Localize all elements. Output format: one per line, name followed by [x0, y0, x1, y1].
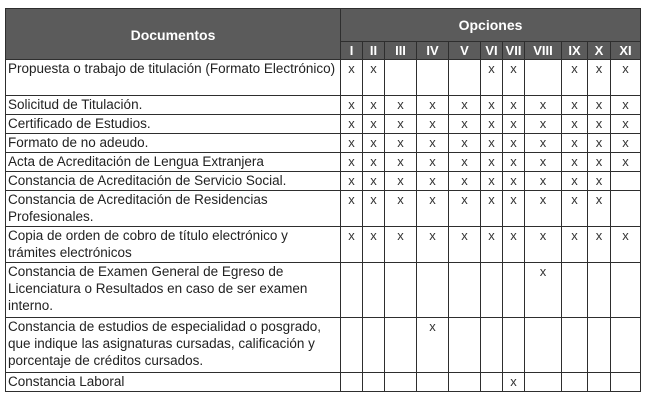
option-mark-cell: x: [525, 191, 562, 227]
option-mark-cell: [525, 60, 562, 96]
document-name-cell: Constancia Laboral: [6, 373, 341, 392]
option-mark-cell: x: [503, 96, 525, 115]
option-mark-cell: [611, 263, 641, 318]
option-mark-cell: x: [481, 172, 503, 191]
option-mark-cell: x: [588, 96, 611, 115]
option-mark-cell: [363, 318, 385, 373]
document-name-cell: Constancia de Acreditación de Residencias Profesionales.: [6, 191, 341, 227]
option-mark-cell: x: [481, 115, 503, 134]
option-mark-cell: x: [385, 96, 417, 115]
header-row-top: [6, 9, 641, 42]
table-row: [6, 227, 641, 263]
option-mark-cell: x: [503, 134, 525, 153]
option-mark-cell: [611, 318, 641, 373]
option-mark-cell: x: [611, 115, 641, 134]
option-mark-cell: x: [503, 115, 525, 134]
option-mark-cell: x: [341, 191, 363, 227]
option-mark-cell: x: [449, 172, 481, 191]
option-mark-cell: x: [481, 191, 503, 227]
option-mark-cell: x: [417, 153, 449, 172]
option-mark-cell: x: [363, 153, 385, 172]
option-mark-cell: x: [363, 96, 385, 115]
option-mark-cell: [449, 373, 481, 392]
option-mark-cell: [449, 60, 481, 96]
option-mark-cell: [385, 373, 417, 392]
option-mark-cell: [449, 263, 481, 318]
option-mark-cell: x: [385, 172, 417, 191]
option-mark-cell: x: [525, 172, 562, 191]
option-mark-cell: [611, 191, 641, 227]
option-mark-cell: [562, 318, 588, 373]
document-name-cell: Copia de orden de cobro de título electrónico y trámites electrónicos: [6, 227, 341, 263]
option-mark-cell: x: [385, 134, 417, 153]
option-mark-cell: [503, 318, 525, 373]
option-mark-cell: [562, 263, 588, 318]
option-mark-cell: [588, 318, 611, 373]
table-row: [6, 191, 641, 227]
option-mark-cell: x: [562, 60, 588, 96]
documents-header: Documentos: [6, 9, 341, 60]
option-mark-cell: x: [341, 153, 363, 172]
table-row: [6, 373, 641, 392]
option-column-header: V: [449, 42, 481, 60]
option-mark-cell: x: [503, 191, 525, 227]
option-mark-cell: x: [385, 191, 417, 227]
option-mark-cell: x: [363, 172, 385, 191]
option-column-header: III: [385, 42, 417, 60]
option-mark-cell: x: [417, 191, 449, 227]
option-mark-cell: x: [481, 134, 503, 153]
option-column-header: VI: [481, 42, 503, 60]
option-mark-cell: x: [341, 60, 363, 96]
option-mark-cell: x: [449, 115, 481, 134]
option-mark-cell: x: [363, 191, 385, 227]
documents-table-body: [6, 60, 641, 392]
option-mark-cell: x: [525, 115, 562, 134]
option-mark-cell: x: [588, 172, 611, 191]
document-name-cell: Constancia de Examen General de Egreso de Licenciatura o Resultados en caso de ser examen interno.: [6, 263, 341, 318]
option-mark-cell: x: [417, 227, 449, 263]
table-row: [6, 153, 641, 172]
option-mark-cell: x: [588, 227, 611, 263]
option-mark-cell: [417, 373, 449, 392]
option-mark-cell: [341, 373, 363, 392]
option-mark-cell: x: [588, 191, 611, 227]
option-mark-cell: x: [588, 134, 611, 153]
option-mark-cell: [385, 318, 417, 373]
option-mark-cell: x: [503, 227, 525, 263]
option-mark-cell: x: [417, 318, 449, 373]
option-mark-cell: [449, 318, 481, 373]
option-mark-cell: x: [611, 153, 641, 172]
option-mark-cell: x: [525, 153, 562, 172]
option-mark-cell: x: [588, 60, 611, 96]
option-mark-cell: x: [417, 134, 449, 153]
option-mark-cell: [363, 263, 385, 318]
option-mark-cell: x: [341, 134, 363, 153]
table-row: [6, 96, 641, 115]
option-mark-cell: x: [525, 227, 562, 263]
document-name-cell: Solicitud de Titulación.: [6, 96, 341, 115]
option-mark-cell: [385, 263, 417, 318]
option-column-header: I: [341, 42, 363, 60]
option-mark-cell: x: [449, 227, 481, 263]
option-mark-cell: [481, 318, 503, 373]
option-mark-cell: x: [449, 96, 481, 115]
option-column-header: X: [588, 42, 611, 60]
option-mark-cell: x: [503, 172, 525, 191]
option-mark-cell: x: [385, 227, 417, 263]
option-column-header: VIII: [525, 42, 562, 60]
option-column-header: XI: [611, 42, 641, 60]
option-mark-cell: x: [385, 153, 417, 172]
option-mark-cell: [385, 60, 417, 96]
option-mark-cell: x: [611, 60, 641, 96]
option-mark-cell: x: [341, 172, 363, 191]
option-mark-cell: x: [341, 227, 363, 263]
option-mark-cell: [562, 373, 588, 392]
option-mark-cell: x: [588, 153, 611, 172]
option-mark-cell: x: [562, 96, 588, 115]
options-header: Opciones: [341, 9, 641, 42]
option-mark-cell: x: [525, 96, 562, 115]
option-mark-cell: x: [481, 227, 503, 263]
option-mark-cell: x: [449, 153, 481, 172]
table-row: [6, 134, 641, 153]
option-mark-cell: x: [363, 60, 385, 96]
document-name-cell: Constancia de estudios de especialidad o posgrado, que indique las asignaturas cursadas, calificación y porcentaje de créditos cursados.: [6, 318, 341, 373]
option-mark-cell: x: [525, 263, 562, 318]
option-mark-cell: x: [449, 134, 481, 153]
option-mark-cell: x: [481, 60, 503, 96]
option-mark-cell: x: [562, 153, 588, 172]
table-row: [6, 263, 641, 318]
option-mark-cell: x: [611, 96, 641, 115]
option-mark-cell: x: [449, 191, 481, 227]
table-row: [6, 172, 641, 191]
table-row: [6, 60, 641, 96]
option-mark-cell: [481, 263, 503, 318]
document-name-cell: Certificado de Estudios.: [6, 115, 341, 134]
option-mark-cell: [588, 263, 611, 318]
option-mark-cell: [525, 318, 562, 373]
option-mark-cell: x: [611, 134, 641, 153]
option-mark-cell: [341, 263, 363, 318]
document-name-cell: Propuesta o trabajo de titulación (Formato Electrónico): [6, 60, 341, 96]
option-mark-cell: x: [503, 60, 525, 96]
option-mark-cell: x: [525, 134, 562, 153]
option-mark-cell: x: [562, 191, 588, 227]
table-row: [6, 115, 641, 134]
option-mark-cell: [588, 373, 611, 392]
option-mark-cell: x: [363, 134, 385, 153]
option-column-header: IX: [562, 42, 588, 60]
option-mark-cell: [417, 60, 449, 96]
option-mark-cell: x: [503, 153, 525, 172]
option-mark-cell: x: [363, 227, 385, 263]
option-mark-cell: x: [363, 115, 385, 134]
option-mark-cell: [363, 373, 385, 392]
option-mark-cell: [525, 373, 562, 392]
option-column-header: II: [363, 42, 385, 60]
option-column-header: IV: [417, 42, 449, 60]
option-mark-cell: x: [417, 172, 449, 191]
document-name-cell: Acta de Acreditación de Lengua Extranjera: [6, 153, 341, 172]
option-mark-cell: x: [341, 115, 363, 134]
option-mark-cell: x: [341, 96, 363, 115]
option-mark-cell: [611, 373, 641, 392]
option-mark-cell: [341, 318, 363, 373]
option-mark-cell: x: [503, 373, 525, 392]
option-mark-cell: x: [562, 134, 588, 153]
document-name-cell: Constancia de Acreditación de Servicio Social.: [6, 172, 341, 191]
option-mark-cell: [417, 263, 449, 318]
option-mark-cell: x: [588, 115, 611, 134]
option-mark-cell: x: [481, 96, 503, 115]
option-mark-cell: [611, 172, 641, 191]
option-mark-cell: x: [562, 227, 588, 263]
option-mark-cell: x: [562, 172, 588, 191]
option-column-header: VII: [503, 42, 525, 60]
option-mark-cell: [503, 263, 525, 318]
option-mark-cell: x: [385, 115, 417, 134]
option-mark-cell: x: [417, 96, 449, 115]
option-mark-cell: x: [611, 227, 641, 263]
document-name-cell: Formato de no adeudo.: [6, 134, 341, 153]
option-mark-cell: x: [481, 153, 503, 172]
table-row: [6, 318, 641, 373]
option-mark-cell: x: [562, 115, 588, 134]
option-mark-cell: x: [417, 115, 449, 134]
documents-options-table: [5, 8, 641, 392]
option-mark-cell: [481, 373, 503, 392]
